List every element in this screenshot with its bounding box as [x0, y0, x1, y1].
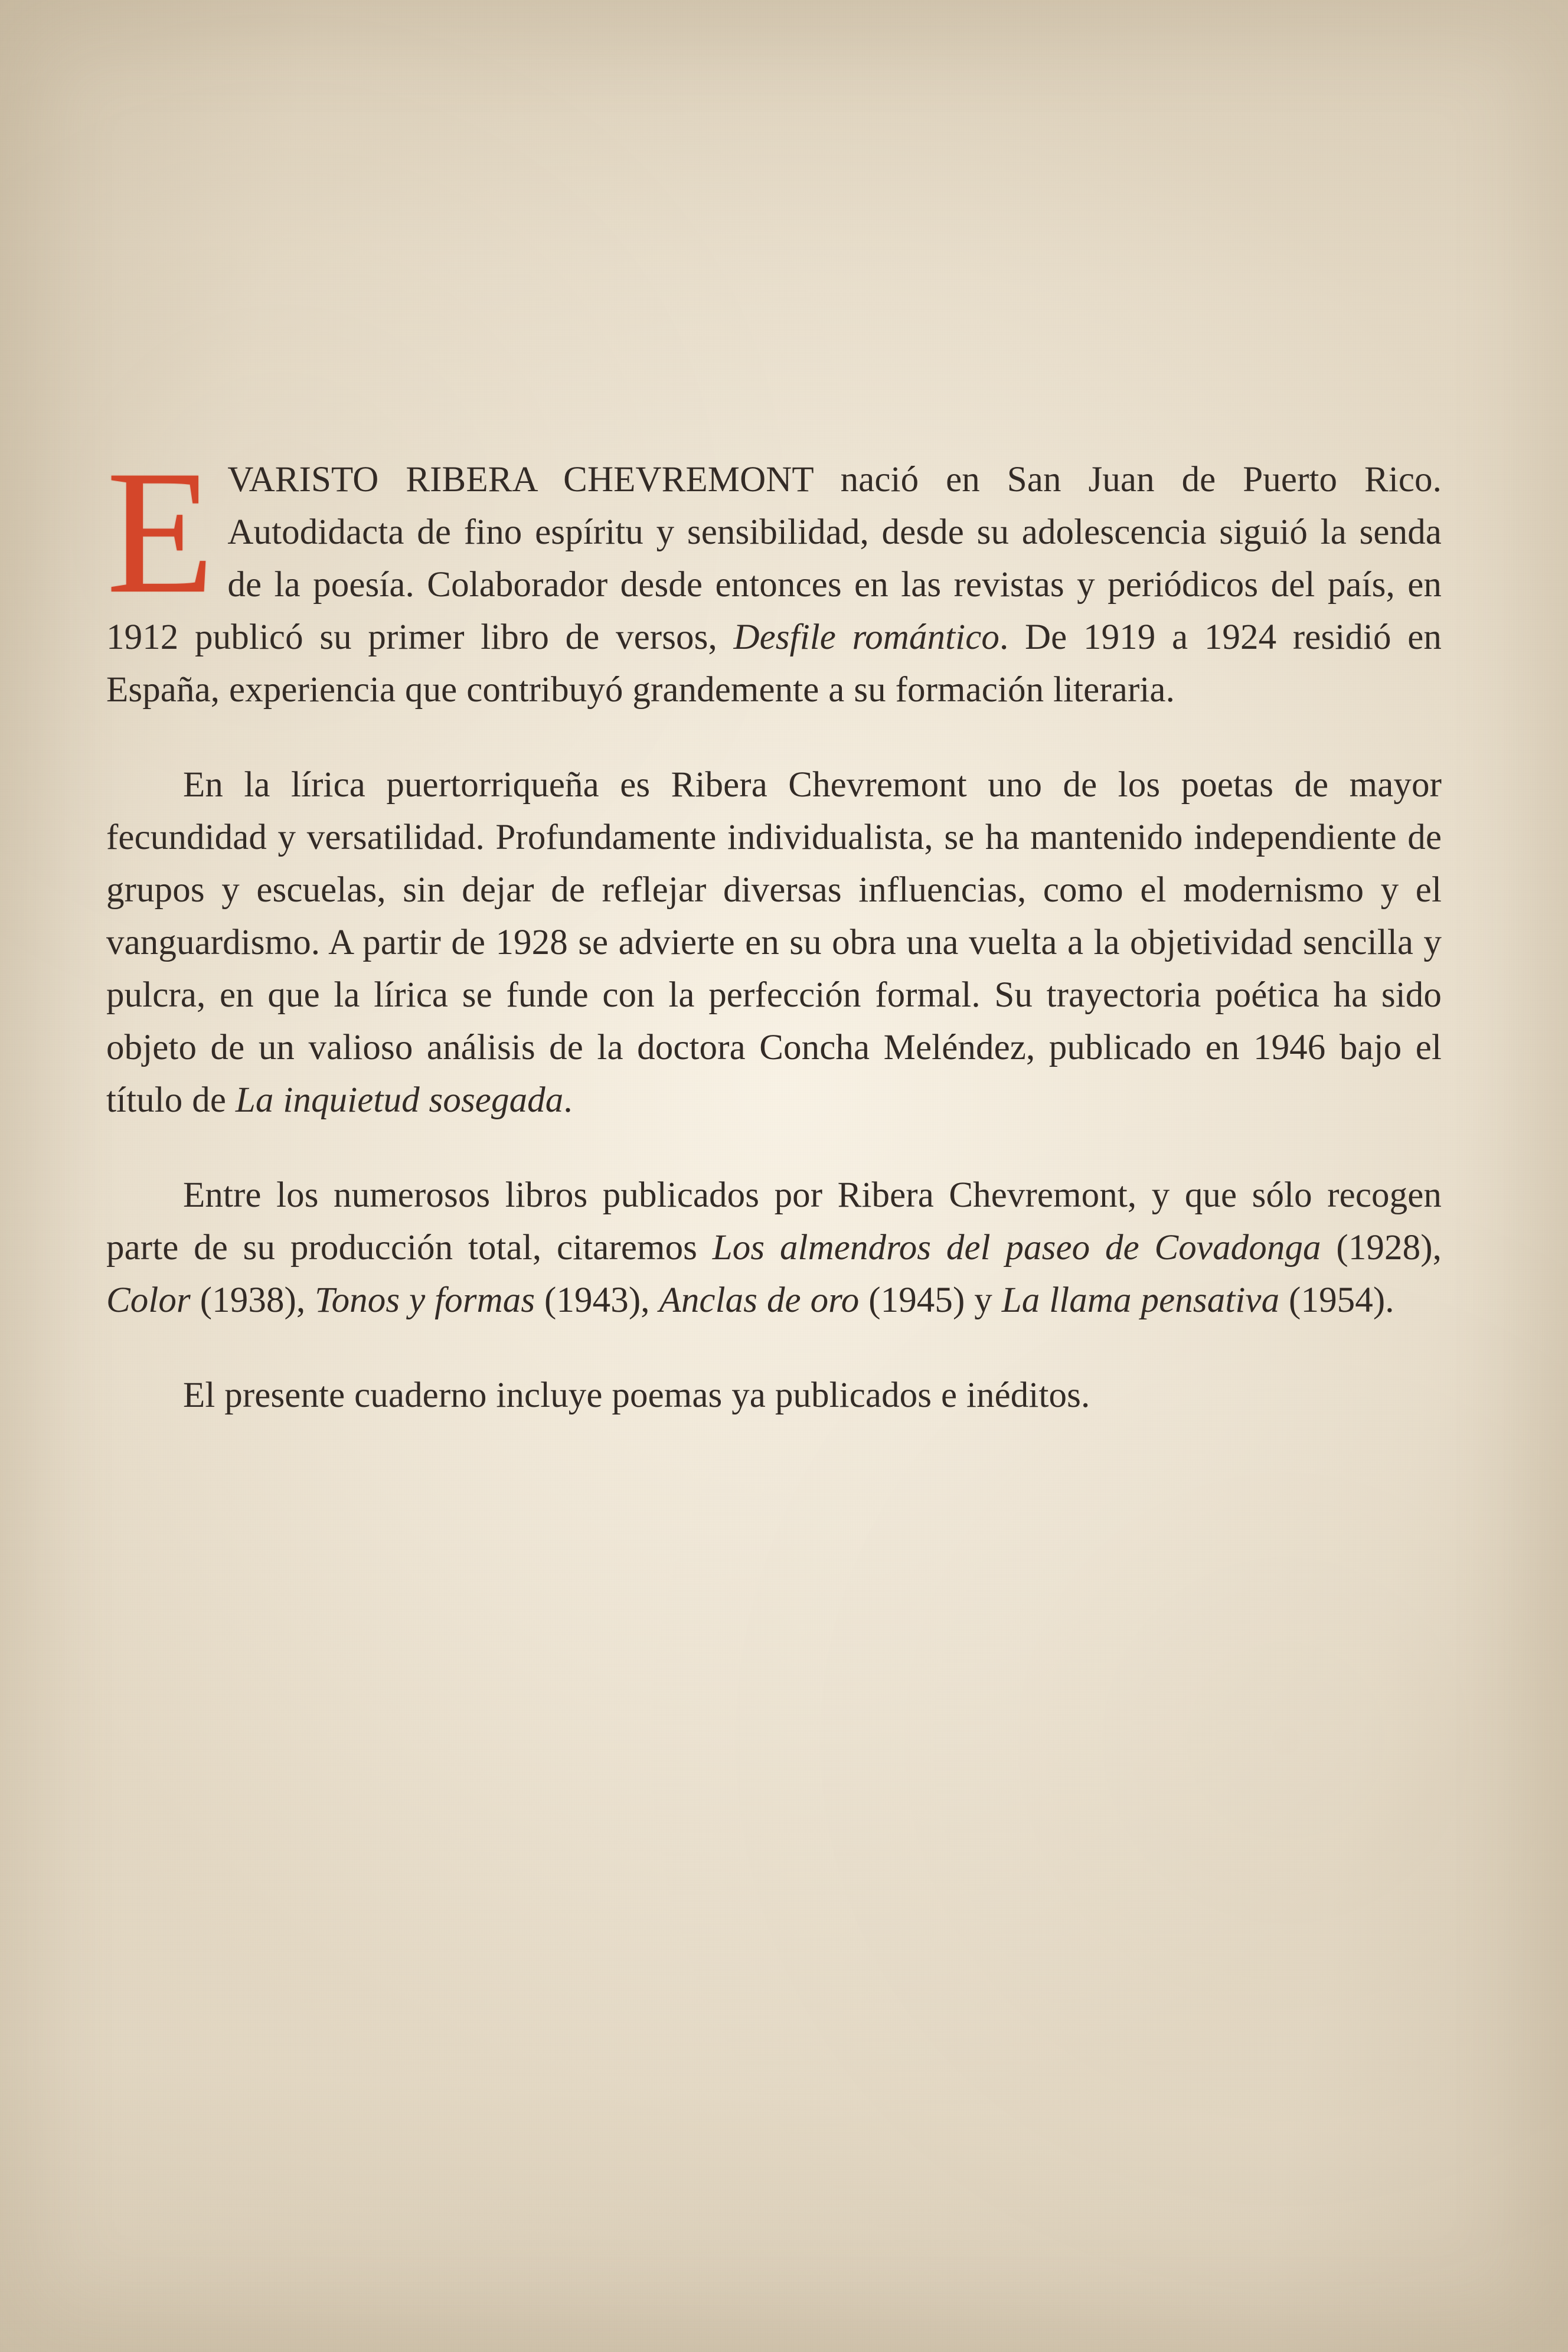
work-title-la-inquietud-sosegada: La inquietud sosegada: [235, 1080, 564, 1120]
paragraph-1-segment-3: . De 1919 a 1924 residió en España, experiencia que contribuyó grandemente a su formación literaria.: [106, 618, 1442, 710]
work-title-desfile-romantico: Desfile romántico: [733, 618, 1000, 657]
work-title-los-almendros: Los almendros del paseo de Covadonga: [712, 1228, 1321, 1268]
paragraph-3: [106, 1169, 1442, 1327]
paragraph-1: [106, 434, 1442, 716]
paragraph-3-year-1954: (1954).: [1279, 1280, 1394, 1320]
paragraph-3-segment-1: Entre los numerosos libros publicados por Ribera Chevremont, y que sólo recogen parte de su producción total, citaremos: [106, 1175, 1442, 1268]
paragraph-3-year-1938: (1938),: [190, 1280, 315, 1320]
paragraph-2-segment-3: .: [563, 1080, 573, 1120]
work-title-tonos-y-formas: Tonos y formas: [315, 1280, 535, 1320]
paragraph-1-segment-1: VARISTO RIBERA CHEVREMONT nació en San Juan de Puerto Rico. Autodidacta de fino espíritu y sensibilidad, desde su adolescencia siguió la senda de la poesía. Colaborador desde entonces en las revistas y periódicos del país, en 1912 publicó su primer libro de versos,: [106, 460, 1442, 657]
work-title-color: Color: [106, 1280, 191, 1320]
paragraph-2: [106, 759, 1442, 1126]
paragraph-3-year-1928: (1928),: [1321, 1228, 1442, 1268]
drop-cap-letter: E: [106, 434, 215, 630]
paragraph-4: [106, 1369, 1442, 1422]
work-title-anclas-de-oro: Anclas de oro: [659, 1280, 860, 1320]
paragraph-4-segment-1: El presente cuaderno incluye poemas ya publicados e inéditos.: [183, 1376, 1090, 1415]
text-block: [106, 434, 1442, 1422]
paragraph-3-year-1945: (1945) y: [859, 1280, 1002, 1320]
paragraph-3-year-1943: (1943),: [535, 1280, 659, 1320]
work-title-la-llama-pensativa: La llama pensativa: [1001, 1280, 1280, 1320]
paragraph-2-segment-1: En la lírica puertorriqueña es Ribera Chevremont uno de los poetas de mayor fecundidad y versatilidad. Profundamente individualista, se ha mantenido independiente de grupos y escuelas, sin dejar de reflejar diversas influencias, como el modernismo y el vanguardismo. A partir de 1928 se advierte en su obra una vuelta a la objetividad sencilla y pulcra, en que la lírica se funde con la perfección formal. Su trayectoria poética ha sido objeto de un valioso análisis de la doctora Concha Meléndez, publicado en 1946 bajo el título de: [106, 765, 1442, 1120]
